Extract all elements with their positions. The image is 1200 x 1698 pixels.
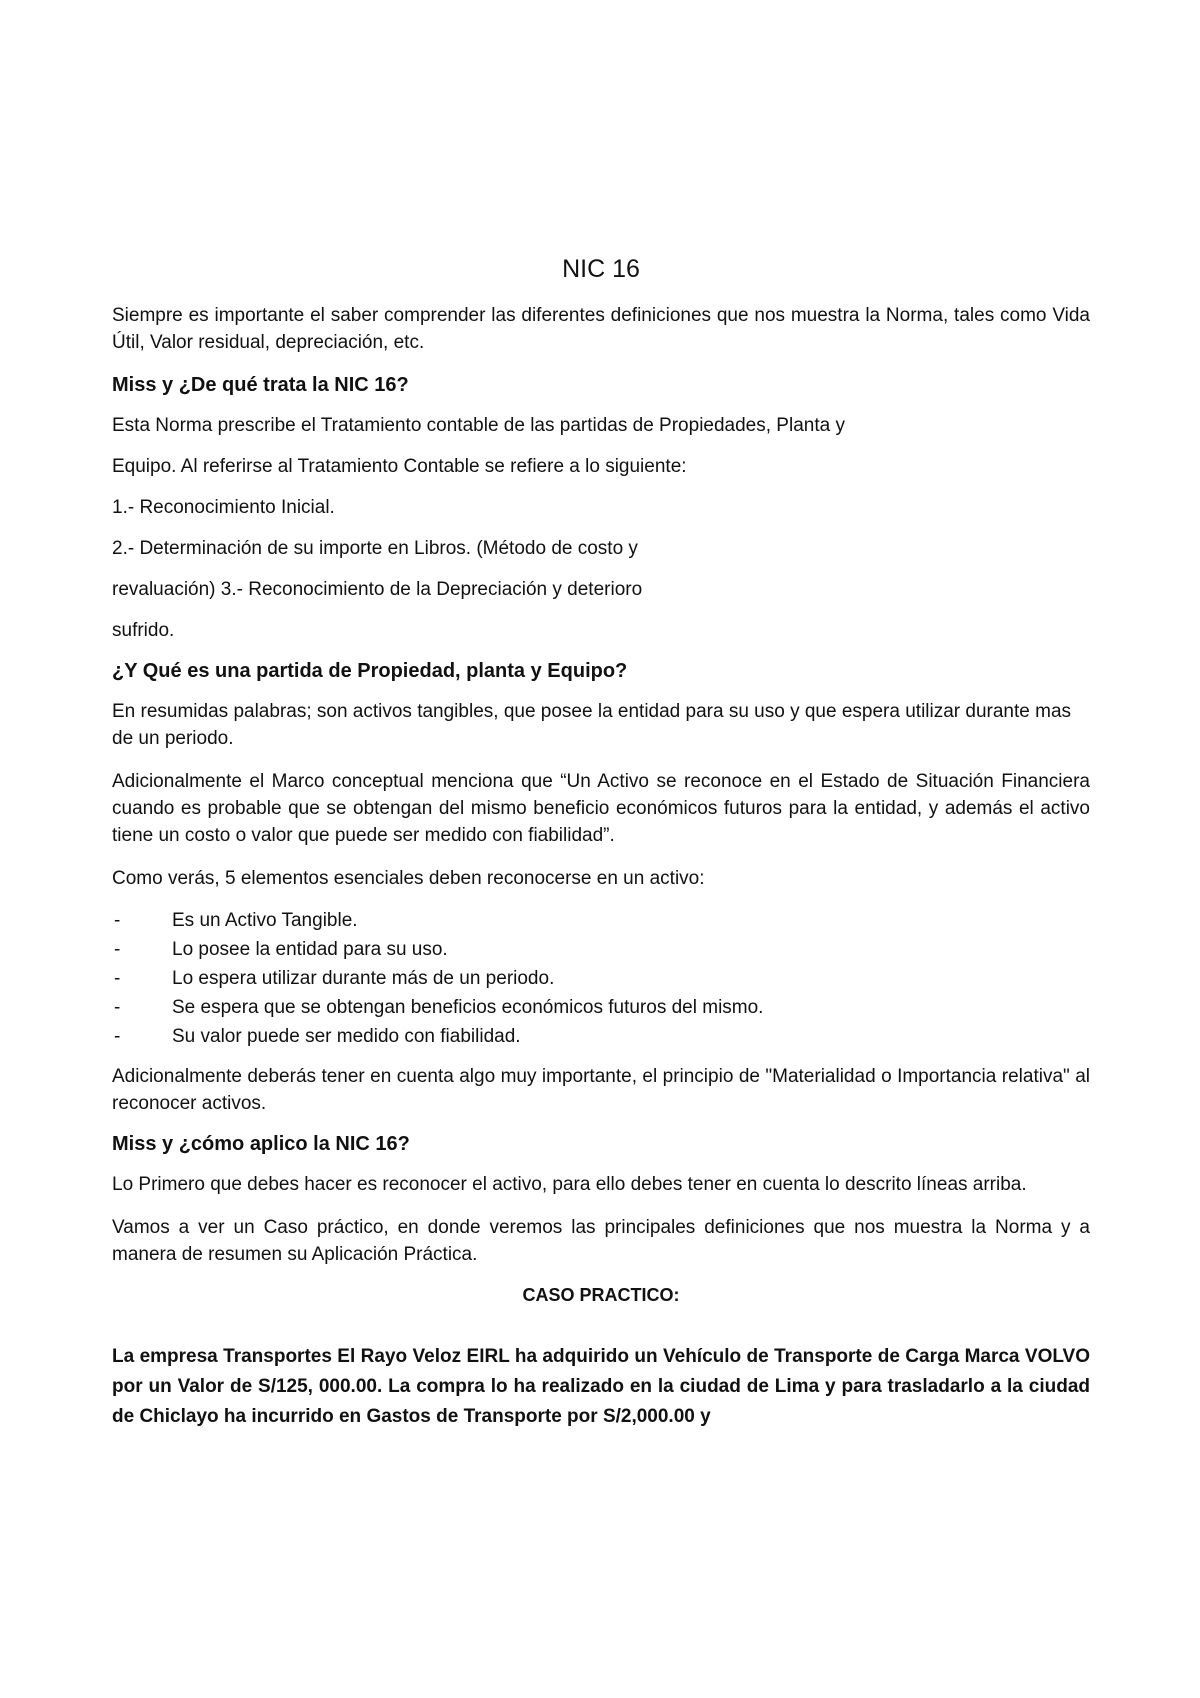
dash-bullet: - <box>114 997 121 1018</box>
document-page <box>112 254 1090 1432</box>
heading-que-trata: Miss y ¿De qué trata la NIC 16? <box>112 374 409 396</box>
paragraph-line: revaluación) 3.- Reconocimiento de la Depreciación y deterioro <box>112 579 643 600</box>
caso-intro-paragraph: Vamos a ver un Caso práctico, en donde veremos las principales definiciones que nos muestra la Norma y a manera de resumen su Aplicación Práctica. <box>112 1217 1090 1265</box>
dash-bullet: - <box>114 910 121 931</box>
intro-paragraph: Siempre es importante el saber comprender las diferentes definiciones que nos muestra la Norma, tales como Vida Útil, Valor residual, depreciación, etc. <box>112 305 1090 353</box>
caso-practico-title: CASO PRACTICO: <box>522 1285 680 1305</box>
heading-que-es-partida: ¿Y Qué es una partida de Propiedad, planta y Equipo? <box>112 660 628 682</box>
paragraph-line: Equipo. Al referirse al Tratamiento Contable se refiere a lo siguiente: <box>112 456 687 477</box>
list-item: - Lo posee la entidad para su uso. <box>112 935 1090 964</box>
paragraph-line: sufrido. <box>112 620 175 641</box>
definition-paragraph: En resumidas palabras; son activos tangibles, que posee la entidad para su uso y que espera utilizar durante mas de un periodo. <box>112 701 1072 749</box>
list-item: - Lo espera utilizar durante más de un periodo. <box>112 964 1090 993</box>
materialidad-paragraph: Adicionalmente deberás tener en cuenta algo muy importante, el principio de "Materialidad o Importancia relativa" al reconocer activos. <box>112 1066 1090 1114</box>
heading-como-aplico: Miss y ¿cómo aplico la NIC 16? <box>112 1133 410 1155</box>
paragraph-line: 2.- Determinación de su importe en Libros. (Método de costo y <box>112 538 638 559</box>
list-item: - Su valor puede ser medido con fiabilidad. <box>112 1022 1090 1051</box>
elements-list <box>112 906 1090 1051</box>
dash-bullet: - <box>114 968 121 989</box>
dash-bullet: - <box>114 1026 121 1047</box>
marco-conceptual-paragraph: Adicionalmente el Marco conceptual menciona que “Un Activo se reconoce en el Estado de Situación Financiera cuando es probable que se obtengan del mismo beneficio económicos futuros para la entidad, y además el activo tiene un costo o valor que puede ser medido con fiabilidad”. <box>112 771 1090 846</box>
paragraph-line: 1.- Reconocimiento Inicial. <box>112 497 335 518</box>
first-step-paragraph: Lo Primero que debes hacer es reconocer el activo, para ello debes tener en cuenta lo descrito líneas arriba. <box>112 1174 1027 1195</box>
paragraph-line: Esta Norma prescribe el Tratamiento contable de las partidas de Propiedades, Planta y <box>112 415 845 436</box>
elements-intro-paragraph: Como verás, 5 elementos esenciales deben reconocerse en un activo: <box>112 868 705 889</box>
caso-practico-text: La empresa Transportes El Rayo Veloz EIRL ha adquirido un Vehículo de Transporte de Carga Marca VOLVO por un Valor de S/125, 000.00. La compra lo ha realizado en la ciudad de Lima y para trasladarlo a la ciudad de Chiclayo ha incurrido en Gastos de Transporte por S/2,000.00 y <box>112 1346 1090 1427</box>
list-item: - Es un Activo Tangible. <box>112 906 1090 935</box>
document-title: NIC 16 <box>562 255 640 283</box>
dash-bullet: - <box>114 939 121 960</box>
list-item: - Se espera que se obtengan beneficios económicos futuros del mismo. <box>112 993 1090 1022</box>
